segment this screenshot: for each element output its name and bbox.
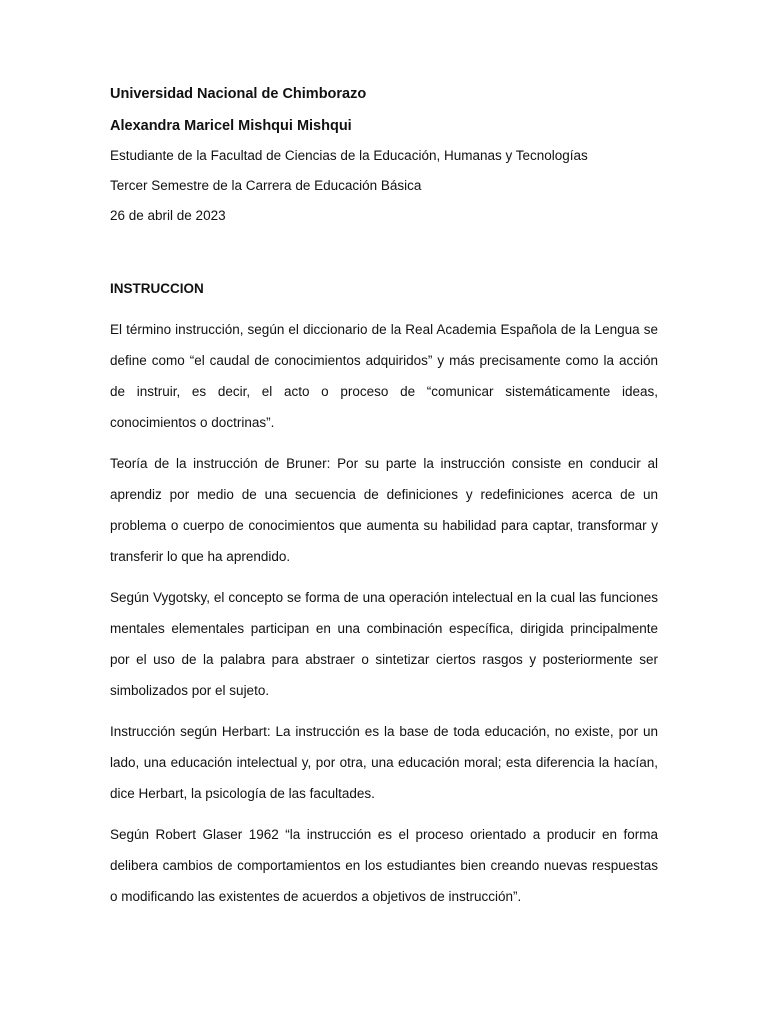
faculty-line: Estudiante de la Facultad de Ciencias de la Educación, Humanas y Tecnologías <box>110 148 588 163</box>
section-title: INSTRUCCION <box>110 281 204 296</box>
date-line: 26 de abril de 2023 <box>110 208 226 223</box>
semester-line: Tercer Semestre de la Carrera de Educación Básica <box>110 178 422 193</box>
author-name: Alexandra Maricel Mishqui Mishqui <box>110 118 352 134</box>
paragraph-herbart: Instrucción según Herbart: La instrucción es la base de toda educación, no existe, por un lado, una educación intelectual y, por otra, una educación moral; esta diferencia la hacían, dice Herbart, la psicología de las facultades. <box>110 724 658 801</box>
institution-name: Universidad Nacional de Chimborazo <box>110 86 367 102</box>
paragraph-glaser: Según Robert Glaser 1962 “la instrucción es el proceso orientado a producir en forma delibera cambios de comportamientos en los estudiantes bien creando nuevas respuestas o modificando las existentes de acuerdos a objetivos de instrucción”. <box>110 827 658 904</box>
paragraph-definition: El término instrucción, según el diccionario de la Real Academia Española de la Lengua se define como “el caudal de conocimientos adquiridos” y más precisamente como la acción de instruir, es decir, el acto o proceso de “comunicar sistemáticamente ideas, conocimientos o doctrinas”. <box>110 322 658 430</box>
document-page <box>110 84 658 922</box>
paragraph-vygotsky: Según Vygotsky, el concepto se forma de una operación intelectual en la cual las funciones mentales elementales participan en una combinación específica, dirigida principalmente por el uso de la palabra para abstraer o sintetizar ciertos rasgos y posteriormente ser simbolizados por el sujeto. <box>110 590 658 698</box>
paragraph-bruner: Teoría de la instrucción de Bruner: Por su parte la instrucción consiste en conducir al aprendiz por medio de una secuencia de definiciones y redefiniciones acerca de un problema o cuerpo de conocimientos que aumenta su habilidad para captar, transformar y transferir lo que ha aprendido. <box>110 456 658 564</box>
